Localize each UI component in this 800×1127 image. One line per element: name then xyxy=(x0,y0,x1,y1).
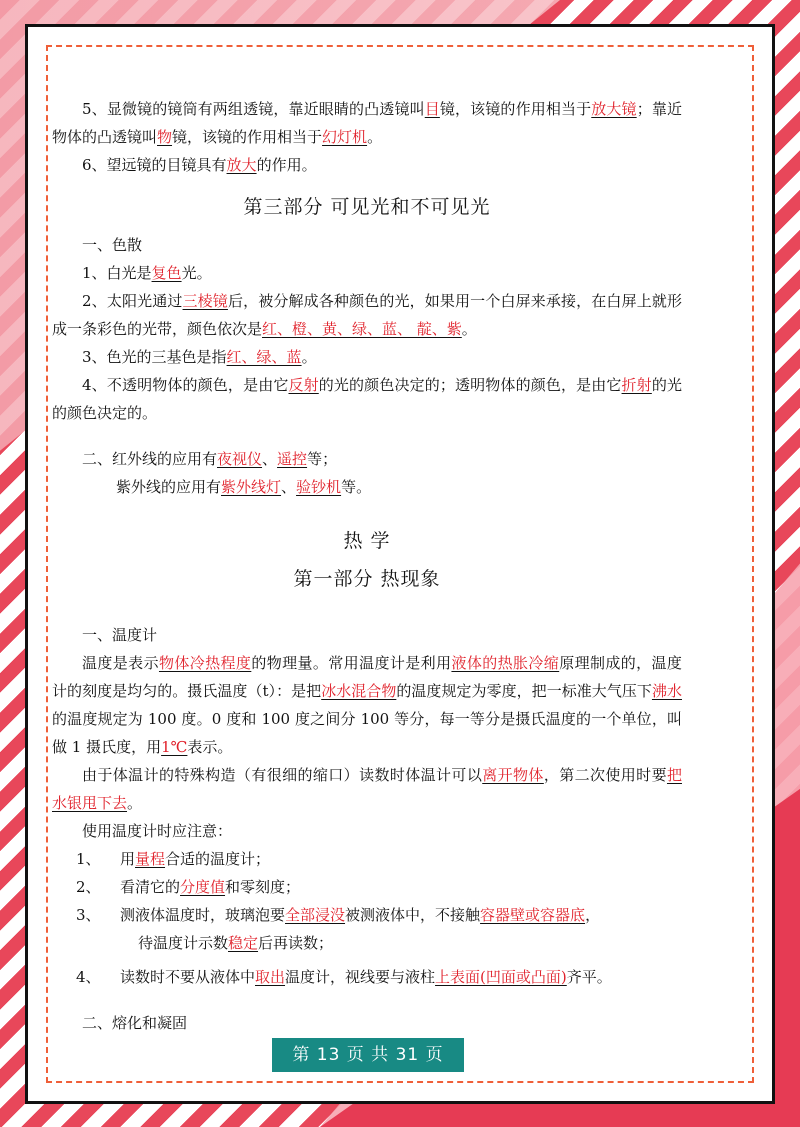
paragraph-clinical-thermometer xyxy=(52,761,682,817)
answer: 全部浸没 xyxy=(285,906,346,924)
ultraviolet-applications xyxy=(52,473,682,501)
text: 、 xyxy=(281,478,297,496)
note-4 xyxy=(52,963,682,991)
answer: 放大 xyxy=(226,156,257,174)
text: 、 xyxy=(262,450,278,468)
text: 读数时不要从液体中 xyxy=(120,968,256,986)
text: 5、显微镜的镜筒有两组透镜，靠近眼睛的凸透镜叫 xyxy=(82,100,425,118)
text: 。 xyxy=(127,794,143,812)
answer: 幻灯机 xyxy=(322,128,368,146)
answer: 红、绿、蓝 xyxy=(226,348,302,366)
infrared-applications xyxy=(52,445,682,473)
question-3 xyxy=(52,343,682,371)
text: ，第二次使用时要 xyxy=(543,766,667,784)
question-1 xyxy=(52,259,682,287)
question-6 xyxy=(52,151,682,179)
answer: 放大镜 xyxy=(591,100,637,118)
answer: 夜视仪 xyxy=(217,450,263,468)
document-content xyxy=(52,95,682,1037)
note-3 xyxy=(52,901,682,929)
text: 后再读数； xyxy=(258,934,334,952)
text: 的作用。 xyxy=(256,156,317,174)
text: 的光的颜色决定的。 xyxy=(52,376,682,422)
text: 的物理量。常用温度计是利用 xyxy=(251,654,452,672)
answer: 量程 xyxy=(135,850,166,868)
heading-melting-solidification: 二、熔化和凝固 xyxy=(82,1014,188,1032)
answer: 冰水混合物 xyxy=(321,682,397,700)
text: 和零刻度； xyxy=(225,878,301,896)
note-2 xyxy=(52,873,682,901)
text: 4、不透明物体的颜色，是由它 xyxy=(82,376,289,394)
answer: 取出 xyxy=(255,968,286,986)
item-number: 2、 xyxy=(76,878,101,896)
text: 温度计，视线要与液柱 xyxy=(285,968,436,986)
text: 紫外线的应用有 xyxy=(116,478,222,496)
item-number: 3、 xyxy=(76,906,101,924)
heading-thermometer: 一、温度计 xyxy=(82,626,158,644)
question-4 xyxy=(52,371,682,427)
answer: 1℃ xyxy=(161,738,188,756)
paragraph-temperature xyxy=(52,649,682,761)
answer: 遥控 xyxy=(277,450,308,468)
text: 的温度规定为零度，把一标准大气压下 xyxy=(396,682,652,700)
text: 的光的颜色决定的；透明物体的颜色，是由它 xyxy=(318,376,622,394)
text: 看清它的 xyxy=(120,878,181,896)
text: 温度是表示 xyxy=(82,654,159,672)
text: 用 xyxy=(120,850,136,868)
text: 。 xyxy=(367,128,383,146)
text: 3、色光的三基色是指 xyxy=(82,348,227,366)
text: 后，被分解成各种颜色的光，如果用一个白屏来承接，在白屏上就形成一条彩色的光带，颜色依次是 xyxy=(52,292,682,338)
answer: 紫外线灯 xyxy=(221,478,282,496)
text: 1、白光是 xyxy=(82,264,152,282)
answer: 三棱镜 xyxy=(182,292,228,310)
answer: 红、橙、黄、绿、蓝、 靛、紫 xyxy=(262,320,462,338)
page-number-badge: 第 13 页 共 31 页 xyxy=(272,1038,464,1072)
text: 光。 xyxy=(181,264,212,282)
usage-notes-heading: 使用温度计时应注意： xyxy=(82,822,233,840)
answer: 容器壁或容器底 xyxy=(480,906,586,924)
item-number: 4、 xyxy=(76,968,101,986)
section-title-heat-part1: 第一部分 热现象 xyxy=(293,568,441,590)
answer: 沸水 xyxy=(651,682,682,700)
answer: 离开物体 xyxy=(482,766,544,784)
answer: 分度值 xyxy=(180,878,226,896)
text: 二、红外线的应用有 xyxy=(82,450,218,468)
section-title-part3: 第三部分 可见光和不可见光 xyxy=(243,196,491,218)
note-3-continued xyxy=(52,929,682,957)
question-2 xyxy=(52,287,682,343)
text: 齐平。 xyxy=(566,968,612,986)
answer: 物 xyxy=(157,128,173,146)
text: 测液体温度时，玻璃泡要 xyxy=(120,906,286,924)
answer: 折射 xyxy=(621,376,652,394)
text: 被测液体中，不接触 xyxy=(345,906,481,924)
text: 等。 xyxy=(341,478,372,496)
note-1 xyxy=(52,845,682,873)
text: 的温度规定为 100 度。0 度和 100 度之间分 100 等分，每一等分是摄氏温度的一个单位，叫做 1 摄氏度，用 xyxy=(52,710,682,756)
text: 表示。 xyxy=(187,738,233,756)
text: 等； xyxy=(307,450,338,468)
section-title-heat: 热 学 xyxy=(343,530,391,552)
answer: 验钞机 xyxy=(296,478,342,496)
answer: 目 xyxy=(424,100,440,118)
text: 。 xyxy=(461,320,477,338)
text: 原理制成的，温度计的刻度是均匀的。摄氏温度（t）：是把 xyxy=(52,654,682,700)
text: 待温度计示数 xyxy=(138,934,229,952)
text: 6、望远镜的目镜具有 xyxy=(82,156,227,174)
text: 由于体温计的特殊构造（有很细的缩口）读数时体温计可以 xyxy=(82,766,483,784)
text: 合适的温度计； xyxy=(165,850,271,868)
answer: 反射 xyxy=(288,376,319,394)
answer: 上表面(凹面或凸面) xyxy=(435,968,567,986)
text: 2、太阳光通过 xyxy=(82,292,183,310)
heading-dispersion: 一、色散 xyxy=(82,236,143,254)
answer: 稳定 xyxy=(228,934,259,952)
answer: 复色 xyxy=(151,264,182,282)
text: 镜，该镜的作用相当于 xyxy=(439,100,592,118)
answer: 液体的热胀冷缩 xyxy=(451,654,560,672)
question-5 xyxy=(52,95,682,151)
text: ；靠近物体的凸透镜叫 xyxy=(52,100,682,146)
item-number: 1、 xyxy=(76,850,101,868)
text: ， xyxy=(585,906,601,924)
text: 镜，该镜的作用相当于 xyxy=(172,128,323,146)
text: 。 xyxy=(301,348,317,366)
answer: 物体冷热程度 xyxy=(158,654,252,672)
answer: 把水银甩下去 xyxy=(52,766,682,812)
